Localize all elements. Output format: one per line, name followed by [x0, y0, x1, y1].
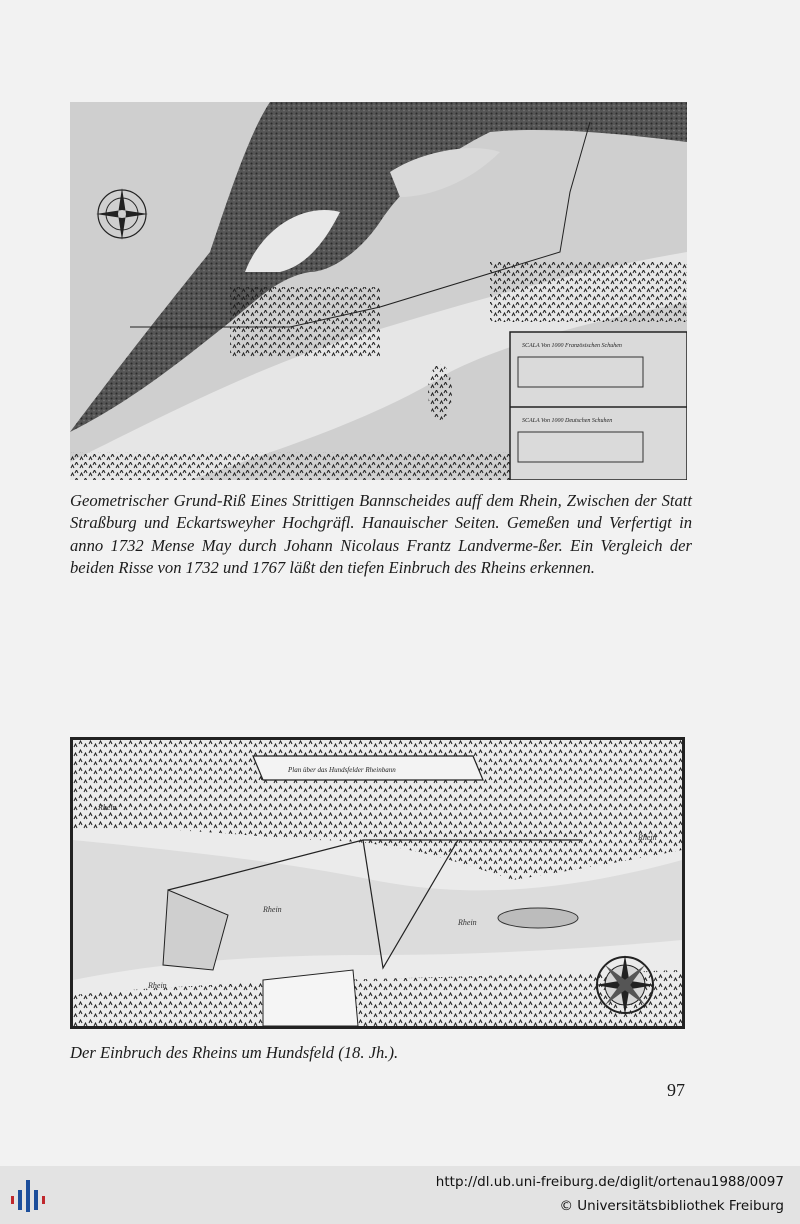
scale-label-french: SCALA Von 1000 Französischen Schuhen: [522, 343, 622, 349]
page-number: 97: [667, 1080, 685, 1100]
footer-bar: [0, 1166, 800, 1224]
river-label: Rhein: [148, 981, 167, 990]
river-label: Rhein: [458, 918, 477, 927]
title-banner: [253, 756, 483, 780]
scale-legend: [510, 332, 687, 480]
footer-url-link[interactable]: http://dl.ub.uni-freiburg.de/diglit/ortenau1988/0097: [435, 1174, 784, 1190]
land-parcel: [263, 970, 358, 1026]
university-library-logo-icon: [8, 1176, 48, 1216]
sandbank-island: [498, 908, 578, 928]
river-label: Rhein: [98, 803, 117, 812]
map-hundsfeld-image: [70, 737, 685, 1029]
forest-area: [490, 262, 687, 322]
map-1732-drawing: [70, 102, 687, 480]
river-label: Rhein: [638, 833, 657, 842]
map-hundsfeld-drawing: [73, 740, 682, 1026]
figure-caption-2: Der Einbruch des Rheins um Hundsfeld (18. Jh.).: [70, 1043, 399, 1062]
forest-area: [230, 287, 380, 357]
map-1732-image: [70, 102, 687, 480]
banner-title: Plan über das Hundsfelder Rheinbann: [288, 766, 396, 774]
scale-label-german: SCALA Von 1000 Deutschen Schuhen: [522, 418, 613, 424]
forest-island: [428, 364, 452, 420]
footer-copyright: © Universitätsbibliothek Freiburg: [559, 1198, 784, 1214]
figure-caption-1: Geometrischer Grund-Riß Eines Strittigen Bannscheides auff dem Rhein, Zwischen der Statt Straßburg und Eckartsweyher Hochgräfl. Hanauischer Seiten. Gemeßen und Verfertigt in anno 1732 Mense May durch Johann Nicolaus Frantz Landverme-ßer. Ein Vergleich der beiden Risse von 1732 und 1767 läßt den tiefen Einbruch des Rheins erkennen.: [70, 491, 692, 578]
river-label: Rhein: [263, 905, 282, 914]
